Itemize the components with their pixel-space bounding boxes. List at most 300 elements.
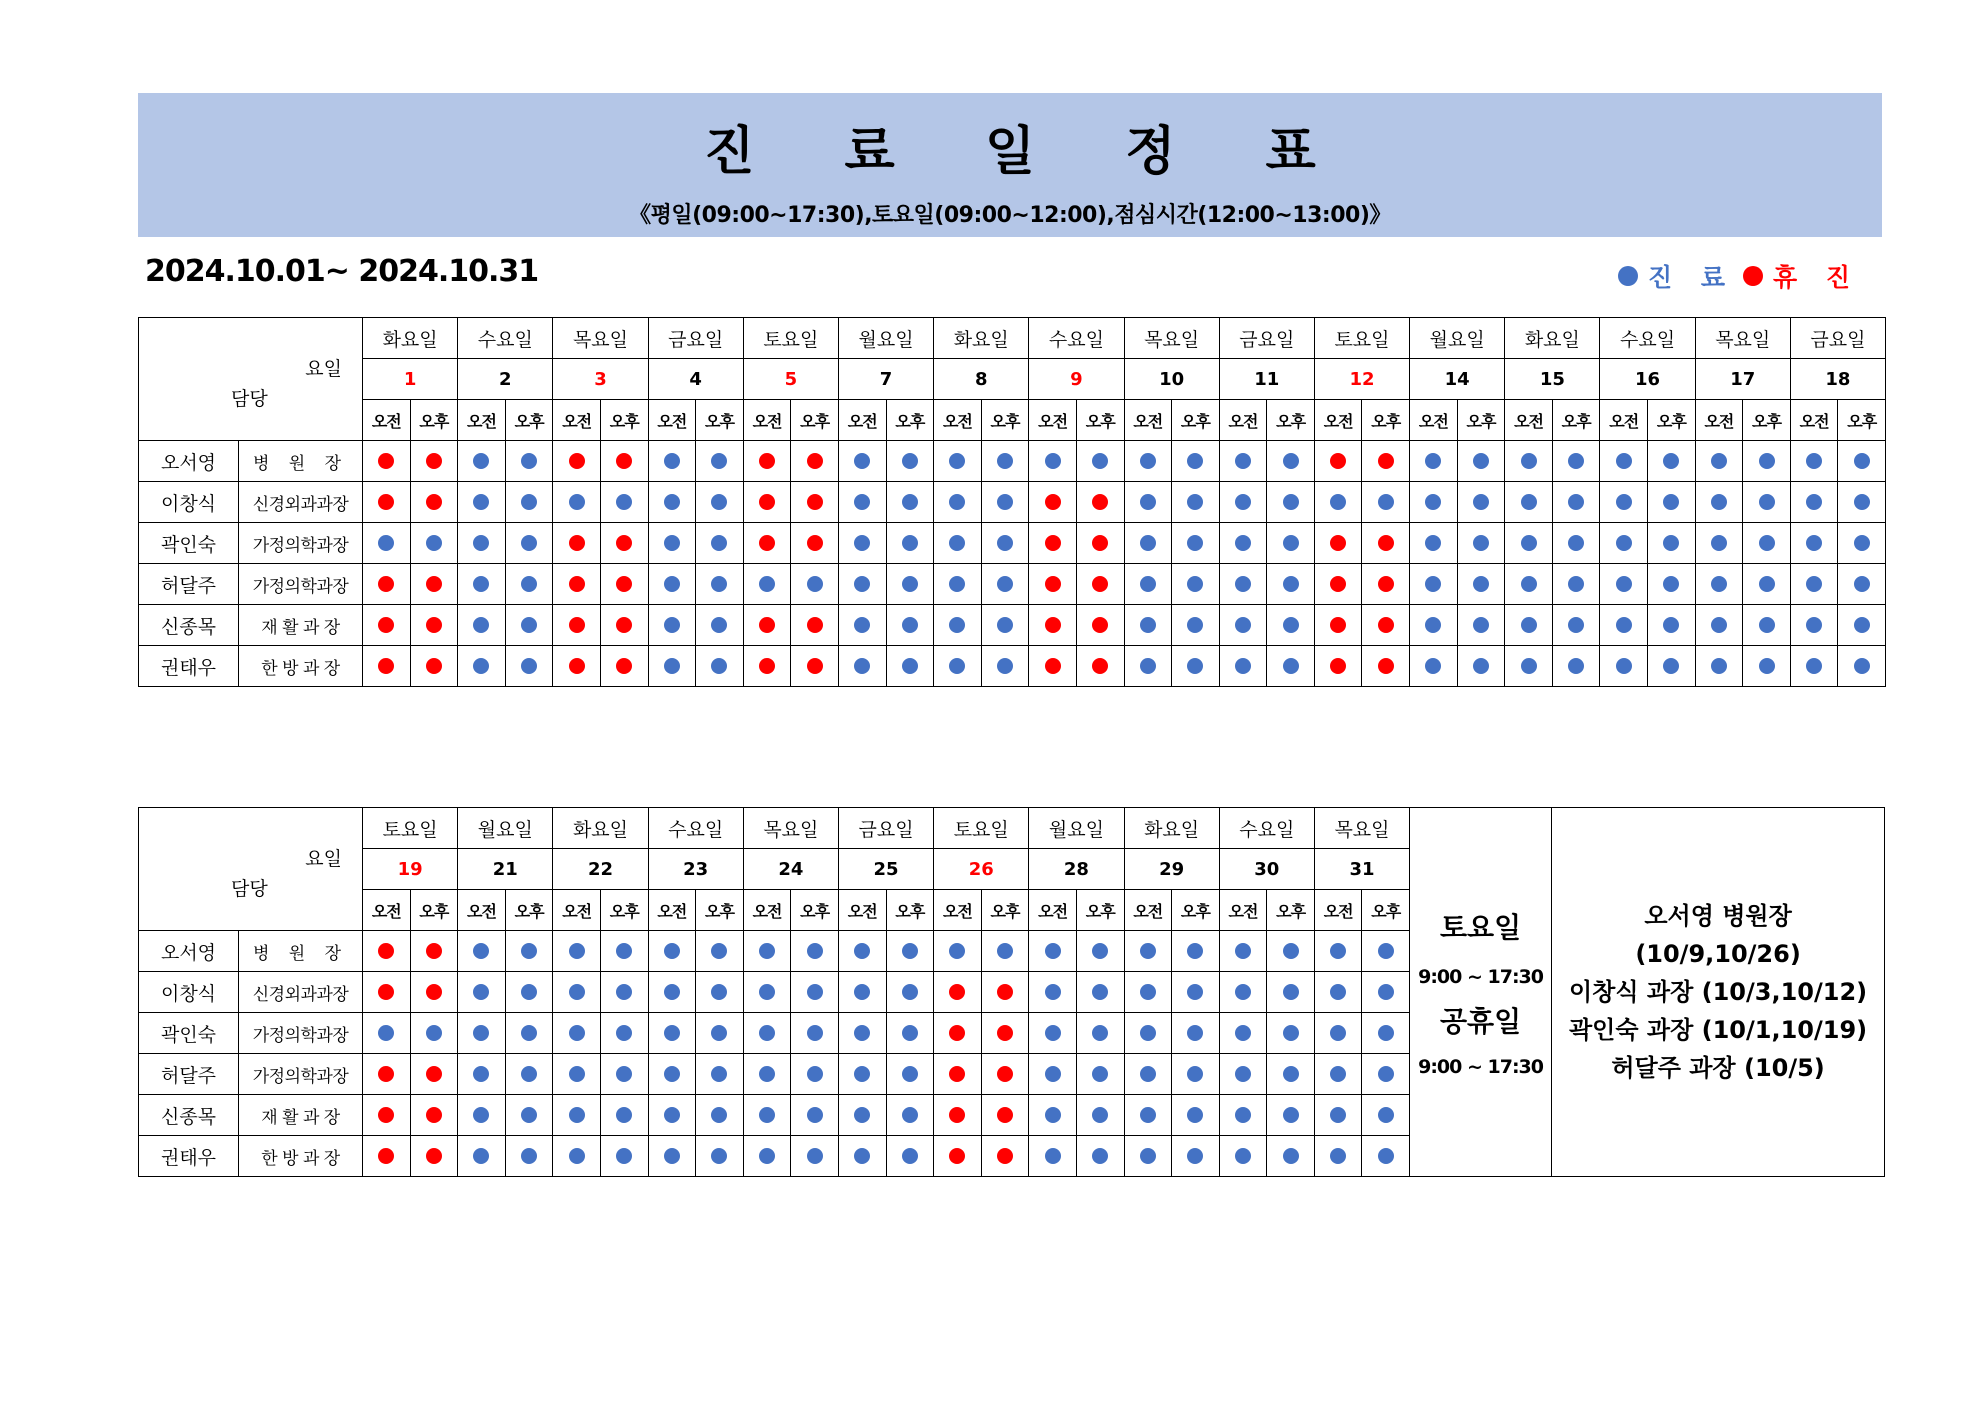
status-cell [696, 972, 744, 1013]
open-dot-icon [569, 1107, 585, 1123]
status-cell [838, 441, 886, 482]
am-cell: 오전 [1505, 400, 1553, 441]
open-dot-icon [1806, 576, 1822, 592]
open-dot-icon [1330, 1107, 1346, 1123]
weekday-cell: 수요일 [1219, 808, 1314, 849]
open-dot-icon [1235, 1066, 1251, 1082]
open-dot-icon [1806, 617, 1822, 633]
status-cell [934, 931, 982, 972]
status-cell [458, 1054, 506, 1095]
open-dot-icon [949, 576, 965, 592]
open-dot-icon [1330, 984, 1346, 1000]
status-cell [363, 523, 411, 564]
open-dot-icon [1187, 576, 1203, 592]
status-cell [934, 1136, 982, 1177]
status-cell [743, 523, 791, 564]
status-cell [886, 441, 934, 482]
open-dot-icon [759, 1025, 775, 1041]
status-cell [1076, 441, 1124, 482]
status-cell [1076, 482, 1124, 523]
closed-dot-icon [569, 535, 585, 551]
open-dot-icon [807, 1066, 823, 1082]
open-dot-icon [854, 984, 870, 1000]
pm-cell: 오후 [410, 400, 458, 441]
status-cell [1029, 1054, 1077, 1095]
open-dot-icon [1330, 494, 1346, 510]
status-cell [458, 931, 506, 972]
status-cell [458, 482, 506, 523]
status-cell [791, 1136, 839, 1177]
status-cell [1362, 1013, 1410, 1054]
open-dot-icon [664, 984, 680, 1000]
status-cell [600, 564, 648, 605]
pm-cell: 오후 [886, 400, 934, 441]
status-cell [1600, 605, 1648, 646]
closed-dot-icon [426, 984, 442, 1000]
closed-dot-icon [1330, 576, 1346, 592]
status-cell [648, 972, 696, 1013]
closed-dot-icon [759, 658, 775, 674]
open-dot-icon [1235, 535, 1251, 551]
open-dot-icon [521, 1107, 537, 1123]
status-cell [1457, 605, 1505, 646]
status-cell [648, 482, 696, 523]
status-cell [600, 441, 648, 482]
open-dot-icon [711, 984, 727, 1000]
open-dot-icon [521, 617, 537, 633]
closed-dot-icon [616, 453, 632, 469]
status-cell [458, 523, 506, 564]
status-cell [1790, 605, 1838, 646]
status-cell [600, 605, 648, 646]
closed-dot-icon [1743, 266, 1763, 286]
status-cell [363, 1136, 411, 1177]
weekday-cell: 토요일 [743, 318, 838, 359]
status-cell [838, 605, 886, 646]
open-dot-icon [1425, 576, 1441, 592]
am-cell: 오전 [1124, 890, 1172, 931]
day-axis-label: 요일 [305, 358, 342, 380]
status-cell [1267, 646, 1315, 687]
weekday-cell: 토요일 [934, 808, 1029, 849]
pm-cell: 오후 [600, 890, 648, 931]
status-cell [505, 1054, 553, 1095]
closed-dot-icon [997, 1148, 1013, 1164]
open-dot-icon [378, 1025, 394, 1041]
open-dot-icon [1140, 1107, 1156, 1123]
status-cell [1362, 605, 1410, 646]
open-dot-icon [1235, 1107, 1251, 1123]
status-cell [1362, 482, 1410, 523]
am-cell: 오전 [1219, 890, 1267, 931]
pm-cell: 오후 [1552, 400, 1600, 441]
status-cell [1743, 523, 1791, 564]
date-cell: 14 [1410, 359, 1505, 400]
status-cell [505, 972, 553, 1013]
status-cell [886, 1013, 934, 1054]
open-dot-icon [1854, 576, 1870, 592]
date-cell: 23 [648, 849, 743, 890]
holiday-label: 공휴일 [1439, 1005, 1522, 1038]
staff-row [139, 441, 1886, 482]
closed-dot-icon [997, 1066, 1013, 1082]
closed-dot-icon [1045, 658, 1061, 674]
open-dot-icon [1663, 453, 1679, 469]
open-dot-icon [1425, 658, 1441, 674]
open-dot-icon [711, 943, 727, 959]
status-cell [363, 441, 411, 482]
status-cell [1362, 1136, 1410, 1177]
status-cell [934, 1013, 982, 1054]
status-cell [410, 1054, 458, 1095]
status-cell [648, 523, 696, 564]
open-dot-icon [1187, 494, 1203, 510]
closed-dot-icon [807, 535, 823, 551]
status-cell [1362, 441, 1410, 482]
open-dot-icon [664, 453, 680, 469]
open-dot-icon [521, 576, 537, 592]
date-cell: 18 [1790, 359, 1885, 400]
status-cell [1219, 482, 1267, 523]
open-dot-icon [664, 494, 680, 510]
open-dot-icon [1473, 576, 1489, 592]
am-cell: 오전 [1600, 400, 1648, 441]
closed-dot-icon [997, 1025, 1013, 1041]
open-dot-icon [1806, 494, 1822, 510]
open-dot-icon [949, 535, 965, 551]
closed-dot-icon [569, 617, 585, 633]
legend-open-label: 진 료 [1647, 263, 1735, 292]
open-dot-icon [1806, 535, 1822, 551]
date-cell: 25 [838, 849, 933, 890]
open-dot-icon [473, 617, 489, 633]
status-cell [743, 972, 791, 1013]
status-cell [1172, 1136, 1220, 1177]
open-dot-icon [1140, 1025, 1156, 1041]
closed-dot-icon [759, 453, 775, 469]
status-cell [363, 972, 411, 1013]
status-cell [1314, 441, 1362, 482]
open-dot-icon [473, 1148, 489, 1164]
open-dot-icon [1283, 617, 1299, 633]
open-dot-icon [1521, 494, 1537, 510]
closed-dot-icon [569, 658, 585, 674]
status-cell [1029, 523, 1077, 564]
open-dot-icon [664, 1025, 680, 1041]
status-cell [886, 972, 934, 1013]
status-cell [1314, 931, 1362, 972]
staff-role: 가정의학과장 [239, 1054, 363, 1095]
closed-dot-icon [426, 576, 442, 592]
open-dot-icon [1711, 576, 1727, 592]
status-cell [1267, 482, 1315, 523]
status-cell [1124, 523, 1172, 564]
status-cell [1124, 1013, 1172, 1054]
pm-cell: 오후 [1172, 890, 1220, 931]
open-dot-icon [616, 1148, 632, 1164]
status-cell [981, 605, 1029, 646]
open-dot-icon [1759, 494, 1775, 510]
status-cell [1314, 972, 1362, 1013]
status-cell [505, 931, 553, 972]
weekday-cell: 목요일 [1124, 318, 1219, 359]
status-cell [1790, 482, 1838, 523]
open-dot-icon [1235, 1148, 1251, 1164]
closed-dot-icon [807, 453, 823, 469]
closed-dot-icon [1378, 576, 1394, 592]
staff-name: 오서영 [139, 931, 239, 972]
status-cell [363, 1095, 411, 1136]
status-cell [363, 605, 411, 646]
open-dot-icon [1568, 617, 1584, 633]
status-cell [696, 1095, 744, 1136]
status-cell [1076, 972, 1124, 1013]
open-dot-icon [473, 494, 489, 510]
open-dot-icon [997, 576, 1013, 592]
status-cell [981, 931, 1029, 972]
status-cell [1362, 646, 1410, 687]
status-cell [1600, 523, 1648, 564]
holiday-hours: 9:00 ~ 17:30 [1418, 1056, 1543, 1078]
status-cell [934, 523, 982, 564]
am-cell: 오전 [838, 400, 886, 441]
am-cell: 오전 [458, 890, 506, 931]
staff-name: 곽인숙 [139, 523, 239, 564]
open-dot-icon [1045, 453, 1061, 469]
open-dot-icon [1568, 658, 1584, 674]
pm-cell: 오후 [1362, 400, 1410, 441]
am-cell: 오전 [1410, 400, 1458, 441]
status-cell [1124, 931, 1172, 972]
open-dot-icon [1187, 984, 1203, 1000]
status-cell [1219, 931, 1267, 972]
weekday-cell: 수요일 [648, 808, 743, 849]
status-cell [838, 523, 886, 564]
open-dot-icon [1092, 1025, 1108, 1041]
open-dot-icon [1473, 494, 1489, 510]
status-cell [1029, 441, 1077, 482]
weekday-cell: 금요일 [1790, 318, 1885, 359]
open-dot-icon [854, 1066, 870, 1082]
status-cell [363, 482, 411, 523]
open-dot-icon [1759, 617, 1775, 633]
open-dot-icon [902, 984, 918, 1000]
am-cell: 오전 [743, 890, 791, 931]
status-cell [648, 931, 696, 972]
pm-cell: 오후 [1172, 400, 1220, 441]
pm-cell: 오후 [886, 890, 934, 931]
status-cell [743, 441, 791, 482]
status-cell [1267, 441, 1315, 482]
status-cell [648, 1095, 696, 1136]
status-cell [1314, 1136, 1362, 1177]
status-cell [838, 972, 886, 1013]
status-cell [1410, 523, 1458, 564]
date-cell: 16 [1600, 359, 1695, 400]
status-cell [1076, 523, 1124, 564]
status-cell [458, 605, 506, 646]
status-cell [1314, 1013, 1362, 1054]
status-cell [791, 1054, 839, 1095]
closed-dot-icon [378, 658, 394, 674]
status-cell [600, 972, 648, 1013]
closed-dot-icon [1092, 658, 1108, 674]
open-dot-icon [1473, 535, 1489, 551]
status-cell [791, 931, 839, 972]
status-cell [1172, 564, 1220, 605]
schedule-table-2 [138, 807, 1885, 1177]
status-cell [458, 646, 506, 687]
am-cell: 오전 [934, 890, 982, 931]
open-dot-icon [1854, 535, 1870, 551]
status-cell [505, 646, 553, 687]
open-dot-icon [1521, 576, 1537, 592]
open-dot-icon [949, 658, 965, 674]
open-dot-icon [1616, 576, 1632, 592]
status-cell [981, 1013, 1029, 1054]
status-cell [648, 1013, 696, 1054]
closed-dot-icon [1378, 617, 1394, 633]
open-dot-icon [473, 453, 489, 469]
weekday-cell: 월요일 [458, 808, 553, 849]
status-cell [743, 1013, 791, 1054]
open-dot-icon [1568, 576, 1584, 592]
weekday-cell: 토요일 [363, 808, 458, 849]
status-cell [1029, 605, 1077, 646]
open-dot-icon [664, 1148, 680, 1164]
open-dot-icon [664, 576, 680, 592]
status-cell [1124, 605, 1172, 646]
open-dot-icon [807, 943, 823, 959]
status-cell [410, 605, 458, 646]
open-dot-icon [854, 1025, 870, 1041]
status-cell [1172, 1054, 1220, 1095]
status-cell [981, 1054, 1029, 1095]
status-cell [410, 972, 458, 1013]
status-cell [1457, 482, 1505, 523]
status-cell [838, 646, 886, 687]
open-dot-icon [854, 1107, 870, 1123]
open-dot-icon [1330, 1148, 1346, 1164]
open-dot-icon [378, 535, 394, 551]
weekend-hours-cell [1410, 808, 1552, 1177]
status-cell [600, 931, 648, 972]
open-dot-icon [1235, 453, 1251, 469]
status-cell [696, 441, 744, 482]
staff-role: 가정의학과장 [239, 1013, 363, 1054]
status-cell [1790, 646, 1838, 687]
header-banner [138, 93, 1882, 237]
closed-dot-icon [378, 1148, 394, 1164]
pm-cell: 오후 [1267, 890, 1315, 931]
open-dot-icon [1140, 943, 1156, 959]
open-dot-icon [473, 984, 489, 1000]
status-cell [1838, 646, 1886, 687]
open-dot-icon [664, 1107, 680, 1123]
open-dot-icon [902, 576, 918, 592]
open-dot-icon [426, 1025, 442, 1041]
open-dot-icon [664, 617, 680, 633]
closed-dot-icon [378, 1066, 394, 1082]
date-cell: 9 [1029, 359, 1124, 400]
status-cell [696, 482, 744, 523]
closed-dot-icon [1092, 535, 1108, 551]
open-dot-icon [521, 494, 537, 510]
date-cell: 22 [553, 849, 648, 890]
open-dot-icon [664, 1066, 680, 1082]
open-dot-icon [902, 1025, 918, 1041]
status-cell [981, 646, 1029, 687]
status-cell [886, 564, 934, 605]
status-cell [410, 441, 458, 482]
status-cell [410, 646, 458, 687]
am-cell: 오전 [648, 400, 696, 441]
am-cell: 오전 [1790, 400, 1838, 441]
open-dot-icon [1330, 943, 1346, 959]
status-cell [505, 1095, 553, 1136]
status-cell [458, 1095, 506, 1136]
staff-name: 신종목 [139, 1095, 239, 1136]
staff-row [139, 523, 1886, 564]
status-cell [696, 931, 744, 972]
status-cell [1267, 972, 1315, 1013]
status-cell [1790, 441, 1838, 482]
open-dot-icon [1283, 494, 1299, 510]
open-dot-icon [1854, 658, 1870, 674]
status-cell [1172, 1095, 1220, 1136]
open-dot-icon [902, 1066, 918, 1082]
am-cell: 오전 [1695, 400, 1743, 441]
weekday-cell: 금요일 [838, 808, 933, 849]
status-cell [410, 1013, 458, 1054]
open-dot-icon [1187, 617, 1203, 633]
status-cell [410, 931, 458, 972]
weekday-cell: 금요일 [1219, 318, 1314, 359]
status-cell [1505, 564, 1553, 605]
status-cell [838, 1095, 886, 1136]
open-dot-icon [569, 943, 585, 959]
open-dot-icon [1235, 494, 1251, 510]
status-cell [1029, 482, 1077, 523]
staff-name: 허달주 [139, 1054, 239, 1095]
staff-role: 신경외과과장 [239, 482, 363, 523]
closed-dot-icon [378, 1107, 394, 1123]
status-cell [553, 605, 601, 646]
closed-dot-icon [1045, 576, 1061, 592]
status-cell [458, 441, 506, 482]
status-cell [505, 482, 553, 523]
open-dot-icon [1521, 658, 1537, 674]
open-dot-icon [473, 1066, 489, 1082]
open-dot-icon [569, 494, 585, 510]
status-cell [1172, 482, 1220, 523]
open-dot-icon [759, 576, 775, 592]
open-dot-icon [1854, 453, 1870, 469]
staff-role: 병 원 장 [239, 441, 363, 482]
status-cell [363, 564, 411, 605]
status-cell [553, 1013, 601, 1054]
date-cell: 24 [743, 849, 838, 890]
status-cell [1552, 482, 1600, 523]
weekday-cell: 목요일 [553, 318, 648, 359]
open-dot-icon [1711, 658, 1727, 674]
status-cell [648, 1054, 696, 1095]
status-cell [1314, 482, 1362, 523]
open-dot-icon [759, 1066, 775, 1082]
date-cell: 31 [1314, 849, 1409, 890]
status-cell [1219, 1054, 1267, 1095]
date-cell: 2 [458, 359, 553, 400]
